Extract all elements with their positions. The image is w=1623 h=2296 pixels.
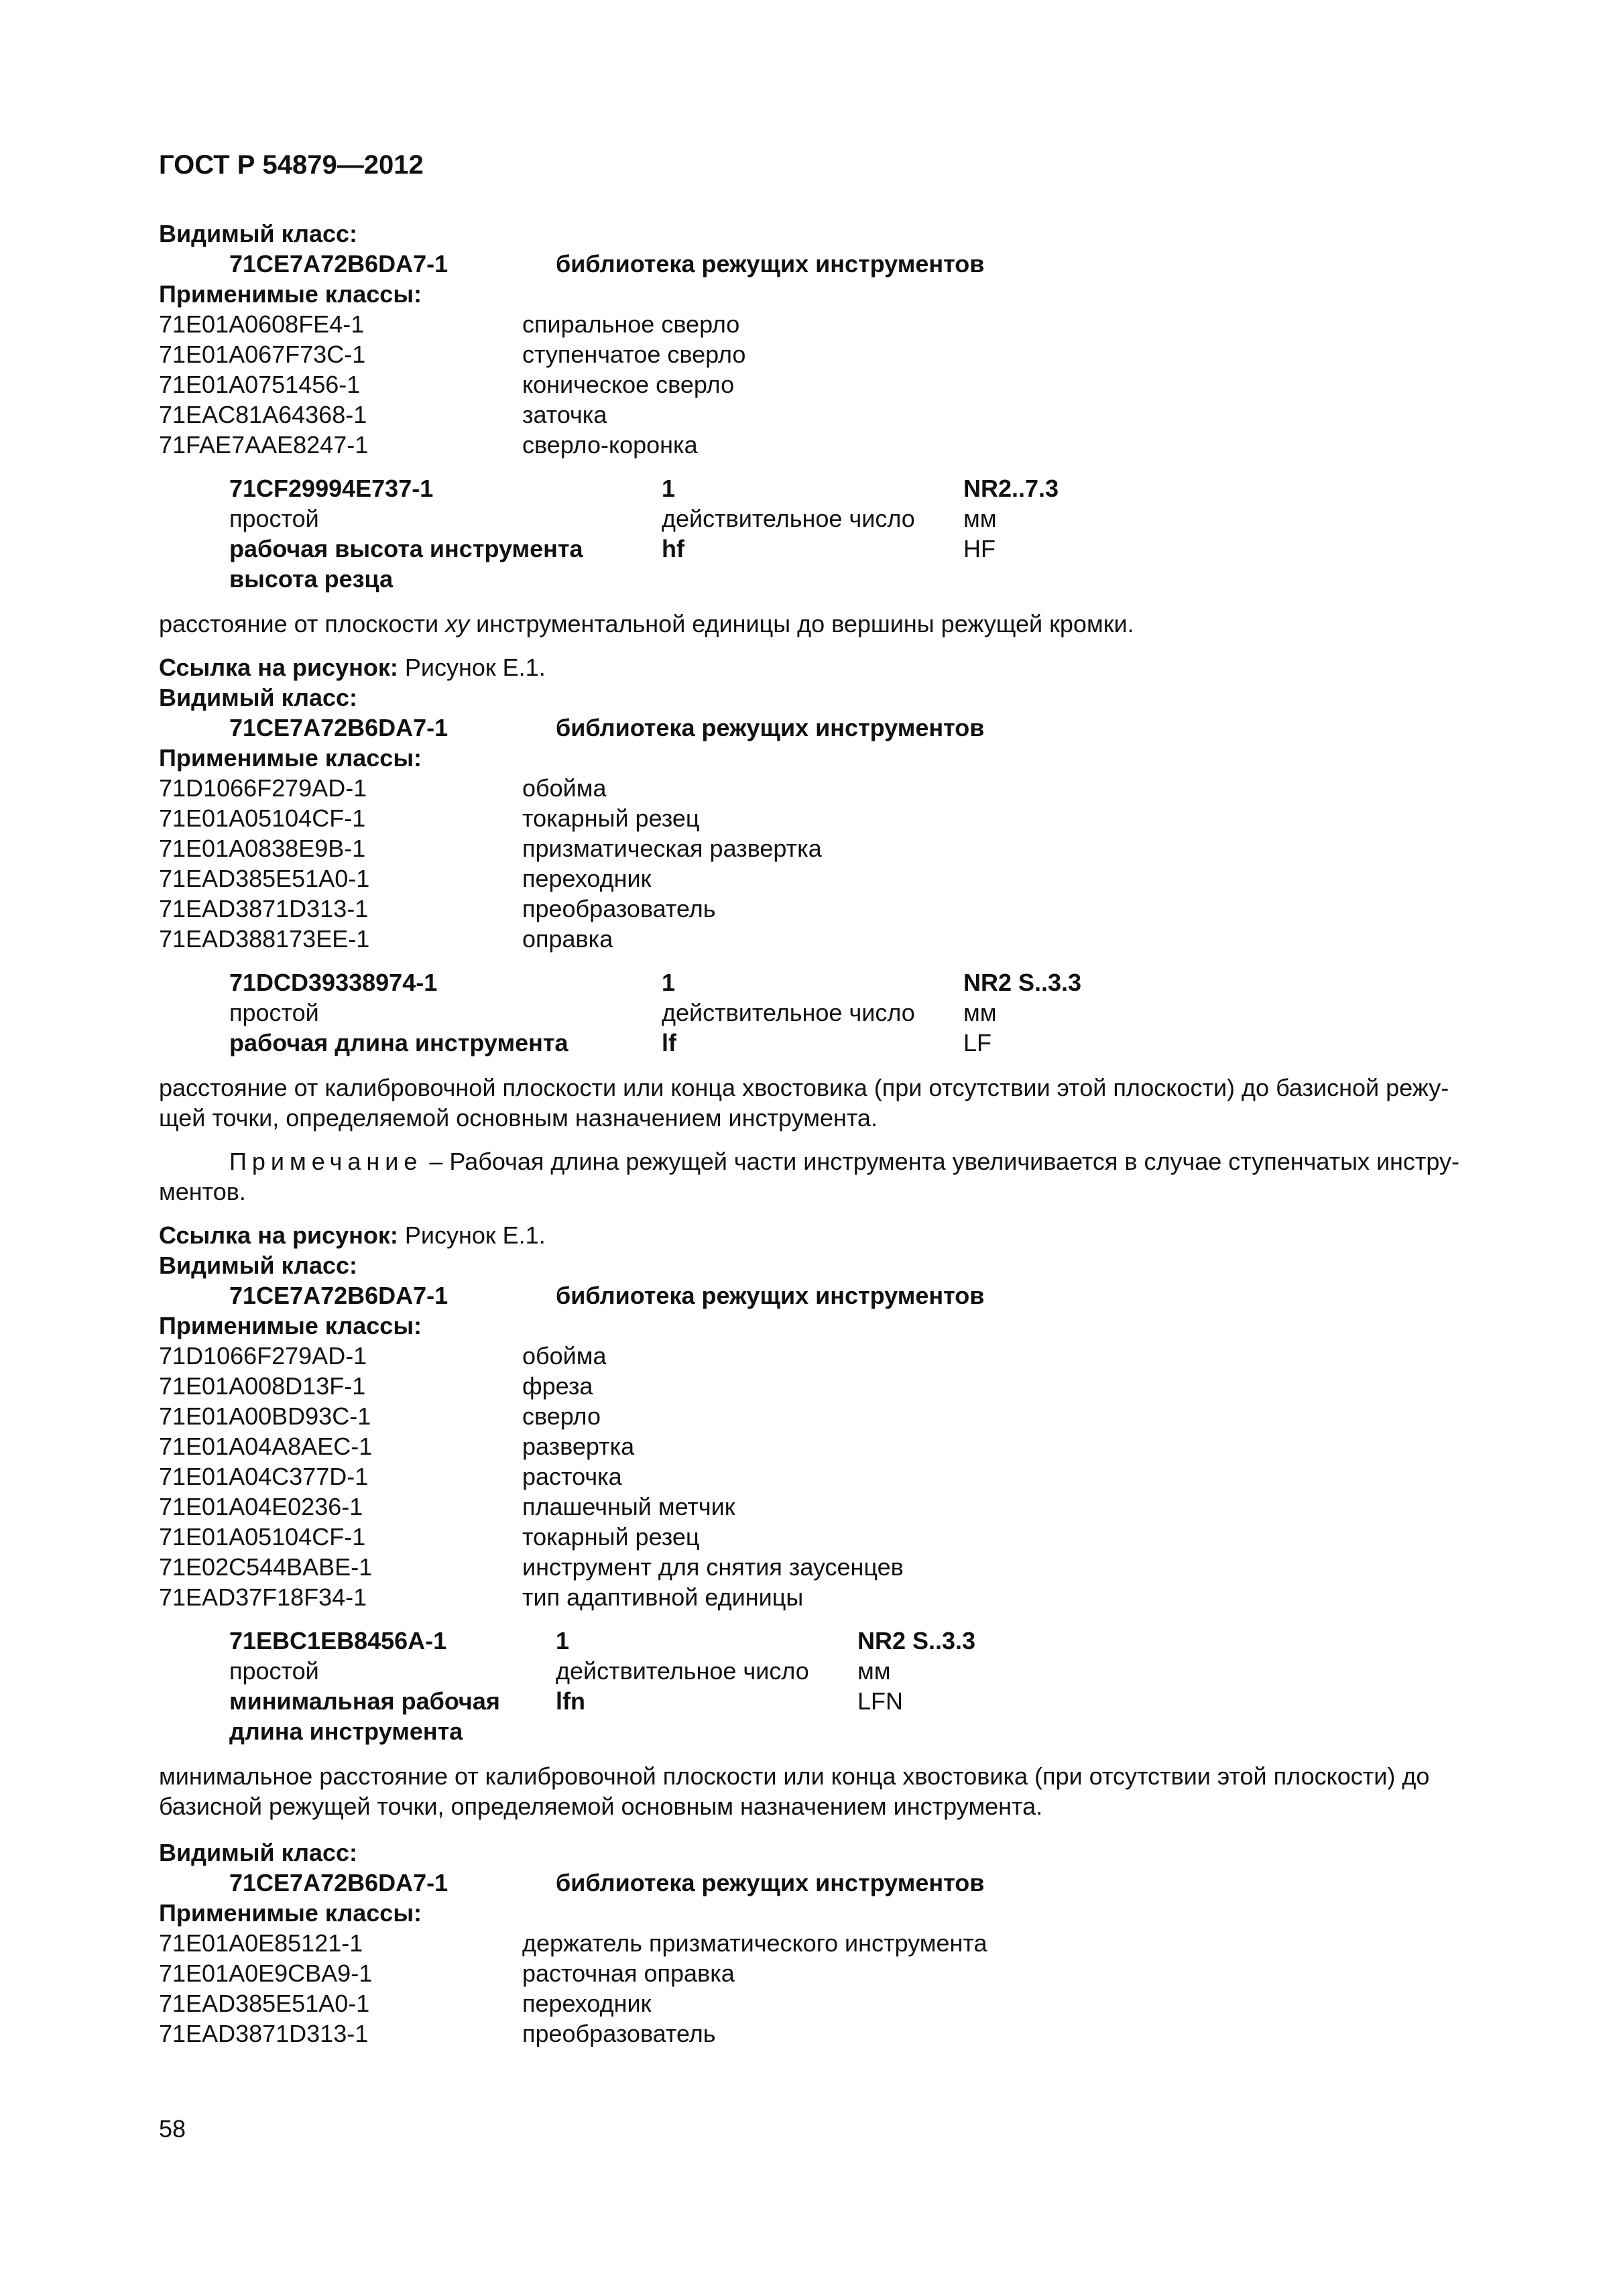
property-short-name: LF	[963, 1029, 992, 1056]
class-name: плашечный метчик	[522, 1493, 735, 1520]
class-name: фреза	[522, 1372, 593, 1400]
property-code: 71EBC1EB8456A-1	[229, 1627, 447, 1654]
class-row	[159, 2018, 1510, 2049]
class-row	[159, 1461, 1510, 1492]
property-type: простой	[229, 1657, 319, 1685]
property-definition: минимальное расстояние от калибровочной плоскости или конца хвостовика (при отсутствии этой плоскости) до базисной режущей точки, определяемой основным назначением инструмента.	[159, 1762, 1430, 1820]
class-row	[159, 400, 1510, 430]
class-code: 71E01A0E9CBA9-1	[159, 1959, 373, 1987]
property-type: простой	[229, 505, 319, 532]
section-3	[159, 1250, 1510, 1821]
property-symbol: hf	[662, 535, 684, 562]
property-block	[159, 473, 1510, 594]
property-block	[159, 1626, 1510, 1746]
property-name: рабочая длина инструмента	[229, 1029, 568, 1056]
class-row	[159, 773, 1510, 803]
class-name: преобразователь	[522, 2020, 716, 2047]
document-header: ГОСТ Р 54879—2012	[159, 150, 424, 180]
property-datatype: действительное число	[662, 505, 915, 532]
class-code: 71D1066F279AD-1	[159, 774, 367, 802]
page-content	[159, 149, 1510, 2049]
property-version: 1	[556, 1627, 570, 1654]
property-format: NR2..7.3	[963, 475, 1059, 502]
class-code: 71E01A0751456-1	[159, 371, 361, 398]
visible-class-label: Видимый класс:	[159, 220, 357, 247]
property-short-name: LFN	[857, 1687, 904, 1715]
class-row	[159, 1371, 1510, 1401]
note-text: Рабочая длина режущей части инструмента увеличивается в случае ступенчатых инстру-	[449, 1148, 1460, 1175]
class-code: 71E01A008D13F-1	[159, 1372, 366, 1400]
class-name: расточная оправка	[522, 1959, 735, 1987]
class-row	[159, 924, 1510, 954]
property-name-continued: длина инструмента	[229, 1717, 463, 1745]
class-row	[159, 1582, 1510, 1612]
class-name: преобразователь	[522, 895, 716, 922]
class-name: призматическая развертка	[522, 835, 822, 862]
class-code: 71E01A04E0236-1	[159, 1493, 363, 1520]
property-symbol: lfn	[556, 1687, 585, 1715]
class-row	[159, 369, 1510, 400]
visible-class-row	[159, 249, 1510, 279]
visible-class-label: Видимый класс:	[159, 1839, 357, 1866]
section-1	[159, 219, 1510, 682]
property-version: 1	[662, 969, 676, 996]
class-row	[159, 339, 1510, 369]
class-code: 71E01A0608FE4-1	[159, 310, 365, 338]
property-short-name: HF	[963, 535, 996, 562]
property-format: NR2 S..3.3	[857, 1627, 976, 1654]
class-name: сверло	[522, 1402, 601, 1430]
class-row	[159, 833, 1510, 863]
property-type: простой	[229, 999, 319, 1026]
applicable-classes-label: Применимые классы:	[159, 1312, 422, 1339]
visible-class-code: 71CE7A72B6DA7-1	[229, 1282, 448, 1309]
class-name: расточка	[522, 1463, 622, 1490]
class-code: 71E01A04A8AEC-1	[159, 1433, 373, 1460]
property-synonym: высота резца	[229, 565, 394, 593]
property-unit: мм	[963, 999, 997, 1026]
applicable-classes-label: Применимые классы:	[159, 280, 422, 308]
class-name: токарный резец	[522, 804, 700, 832]
visible-class-code: 71CE7A72B6DA7-1	[229, 1869, 448, 1896]
class-name: инструмент для снятия заусенцев	[522, 1553, 904, 1581]
class-row	[159, 1928, 1510, 1958]
class-code: 71E01A05104CF-1	[159, 1523, 366, 1551]
class-code: 71EAD385E51A0-1	[159, 865, 370, 892]
class-name: обойма	[522, 1342, 607, 1370]
class-name: переходник	[522, 865, 652, 892]
class-row	[159, 430, 1510, 460]
property-datatype: действительное число	[662, 999, 915, 1026]
class-code: 71E02C544BABE-1	[159, 1553, 373, 1581]
class-name: развертка	[522, 1433, 635, 1460]
class-code: 71E01A04C377D-1	[159, 1463, 369, 1490]
class-name: заточка	[522, 401, 607, 428]
section-4	[159, 1837, 1510, 2049]
visible-class-code: 71CE7A72B6DA7-1	[229, 250, 448, 278]
property-datatype: действительное число	[556, 1657, 809, 1685]
class-code: 71FAE7AAE8247-1	[159, 431, 369, 459]
class-row	[159, 1552, 1510, 1582]
class-name: держатель призматического инструмента	[522, 1929, 987, 1957]
class-code: 71E01A0E85121-1	[159, 1929, 363, 1957]
class-name: тип адаптивной единицы	[522, 1583, 804, 1611]
visible-class-code: 71CE7A72B6DA7-1	[229, 714, 448, 741]
figure-reference: Ссылка на рисунок: Рисунок Е.1.	[159, 654, 546, 681]
visible-class-label: Видимый класс:	[159, 684, 357, 711]
visible-class-name: библиотека режущих инструментов	[556, 714, 985, 741]
property-block	[159, 967, 1510, 1058]
class-name: сверло-коронка	[522, 431, 698, 459]
visible-class-row	[159, 1868, 1510, 1898]
class-row	[159, 863, 1510, 894]
section-2	[159, 682, 1510, 1250]
property-unit: мм	[963, 505, 997, 532]
class-name: ступенчатое сверло	[522, 341, 746, 368]
property-definition: расстояние от плоскости xy инструментальной единицы до вершины режущей кромки.	[159, 610, 1134, 638]
class-row	[159, 1431, 1510, 1461]
class-row	[159, 803, 1510, 833]
visible-class-name: библиотека режущих инструментов	[556, 1282, 985, 1309]
class-code: 71E01A00BD93C-1	[159, 1402, 371, 1430]
note-label: Примечание	[229, 1148, 423, 1175]
class-code: 71EAD3871D313-1	[159, 2020, 369, 2047]
class-row	[159, 1341, 1510, 1371]
class-code: 71EAD385E51A0-1	[159, 1990, 370, 2017]
class-name: оправка	[522, 925, 613, 953]
property-format: NR2 S..3.3	[963, 969, 1082, 996]
visible-class-name: библиотека режущих инструментов	[556, 250, 985, 278]
visible-class-name: библиотека режущих инструментов	[556, 1869, 985, 1896]
class-code: 71EAC81A64368-1	[159, 401, 367, 428]
property-code: 71DCD39338974-1	[229, 969, 438, 996]
class-row	[159, 309, 1510, 339]
applicable-classes-label: Применимые классы:	[159, 1899, 422, 1927]
class-row	[159, 1522, 1510, 1552]
note: Примечание – Рабочая длина режущей части инструмента увеличивается в случае ступенчатых инстру- ментов.	[159, 1148, 1460, 1205]
class-code: 71EAD37F18F34-1	[159, 1583, 367, 1611]
class-name: коническое сверло	[522, 371, 735, 398]
property-symbol: lf	[662, 1029, 676, 1056]
class-code: 71E01A067F73C-1	[159, 341, 366, 368]
property-code: 71CF29994E737-1	[229, 475, 434, 502]
page-number: 58	[159, 2115, 186, 2142]
class-code: 71E01A05104CF-1	[159, 804, 366, 832]
class-code: 71EAD388173EE-1	[159, 925, 370, 953]
applicable-classes-label: Применимые классы:	[159, 744, 422, 772]
class-name: токарный резец	[522, 1523, 700, 1551]
visible-class-row	[159, 713, 1510, 743]
class-row	[159, 1401, 1510, 1431]
class-row	[159, 1958, 1510, 1988]
visible-class-row	[159, 1280, 1510, 1311]
class-code: 71E01A0838E9B-1	[159, 835, 366, 862]
class-row	[159, 894, 1510, 924]
property-unit: мм	[857, 1657, 891, 1685]
class-row	[159, 1492, 1510, 1522]
class-code: 71EAD3871D313-1	[159, 895, 369, 922]
property-version: 1	[662, 475, 676, 502]
property-name: рабочая высота инструмента	[229, 535, 583, 562]
class-code: 71D1066F279AD-1	[159, 1342, 367, 1370]
property-name: минимальная рабочая	[229, 1687, 500, 1715]
class-row	[159, 1988, 1510, 2018]
figure-reference: Ссылка на рисунок: Рисунок Е.1.	[159, 1221, 546, 1249]
class-name: спиральное сверло	[522, 310, 740, 338]
class-name: обойма	[522, 774, 607, 802]
class-name: переходник	[522, 1990, 652, 2017]
property-definition: расстояние от калибровочной плоскости или конца хвостовика (при отсутствии этой плоскости) до базисной режу- щей точки, определяемой основным назначением инструмента.	[159, 1074, 1449, 1132]
visible-class-label: Видимый класс:	[159, 1252, 357, 1279]
